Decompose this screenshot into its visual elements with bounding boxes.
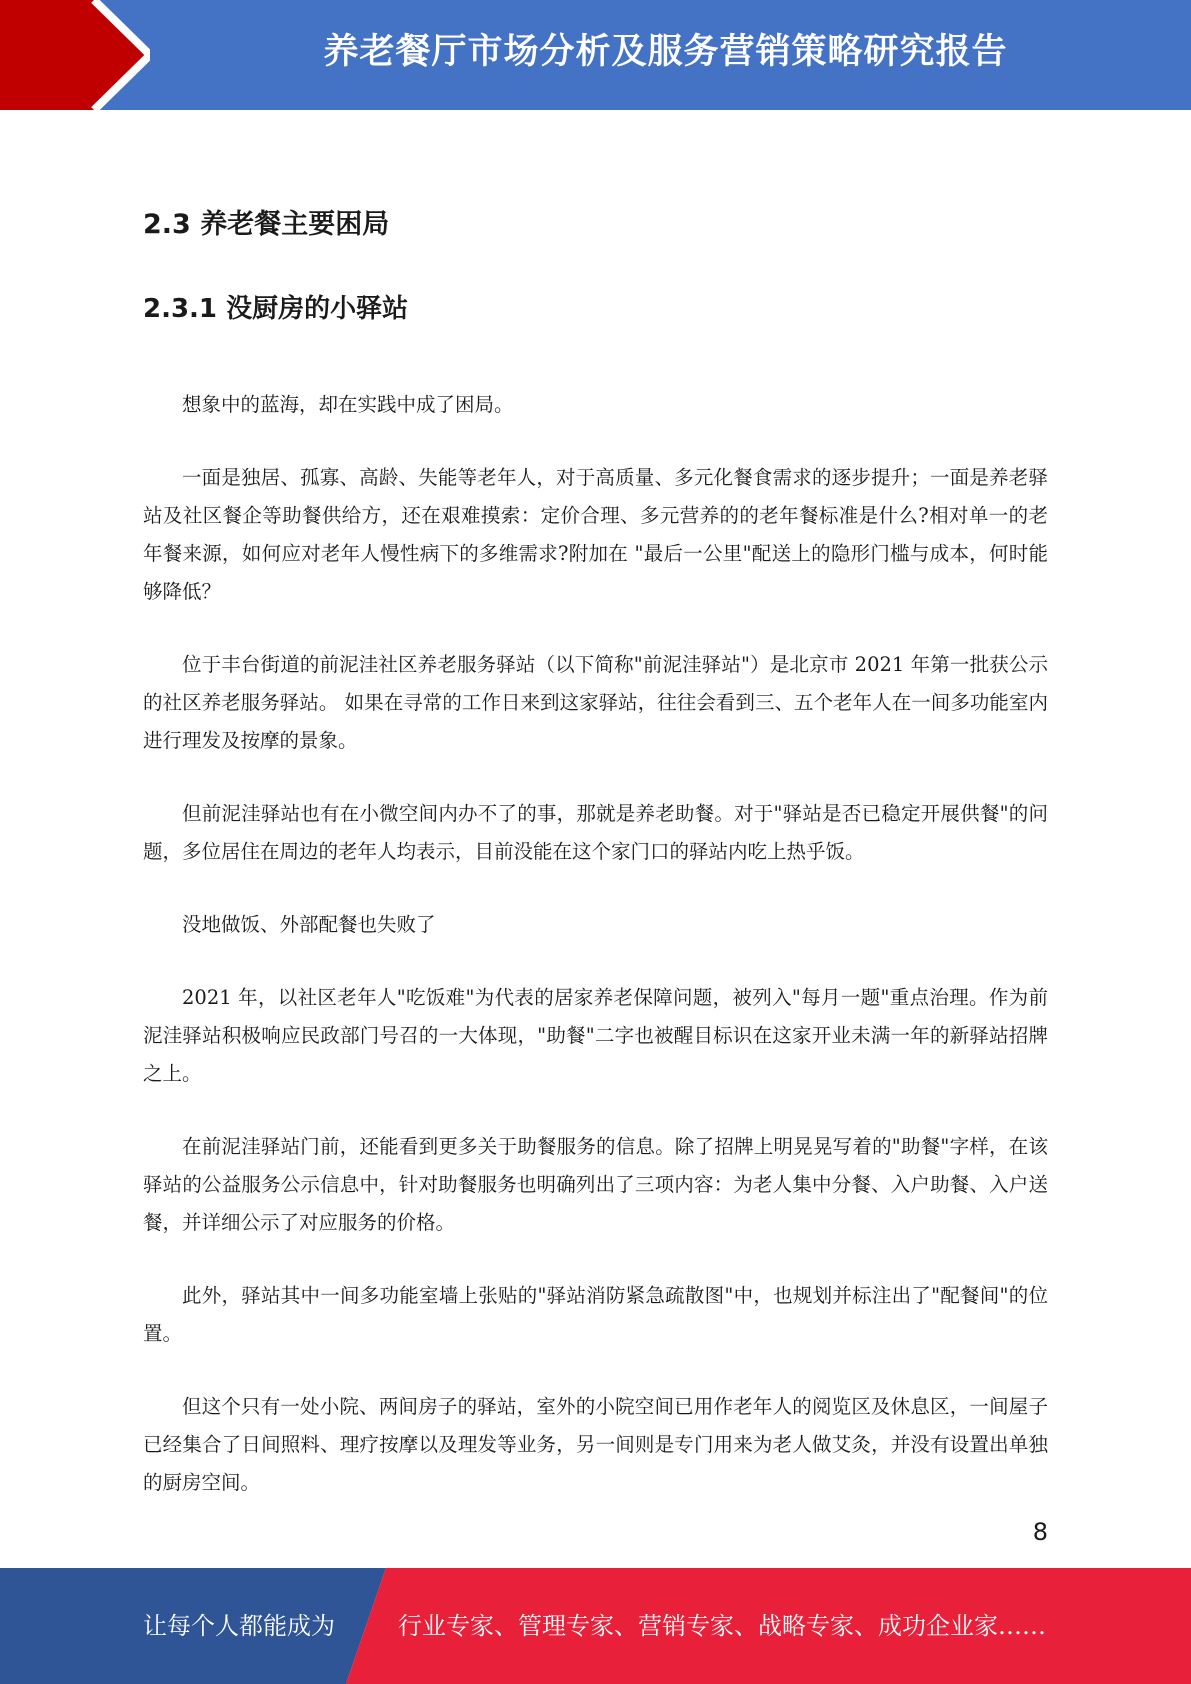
paragraph: 位于丰台街道的前泥洼社区养老服务驿站（以下简称"前泥洼驿站"）是北京市 2021 年第一批获公示的社区养老服务驿站。 如果在寻常的工作日来到这家驿站，往往会看到三、五个老年人在一间多功能室内进行理发及按摩的景象。: [143, 653, 1048, 752]
paragraph: 在前泥洼驿站门前，还能看到更多关于助餐服务的信息。除了招牌上明晃晃写着的"助餐"字样，在该驿站的公益服务公示信息中，针对助餐服务也明确列出了三项内容：为老人集中分餐、入户助餐、入户送餐，并详细公示了对应服务的价格。: [143, 1135, 1048, 1234]
section-heading: 2.3 养老餐主要困局: [143, 209, 390, 240]
paragraph: 此外，驿站其中一间多功能室墙上张贴的"驿站消防紧急疏散图"中，也规划并标注出了"配餐间"的位置。: [143, 1284, 1048, 1345]
red-chevron-icon: [0, 0, 150, 110]
page-footer: [0, 1568, 1191, 1684]
page-number: 8: [1032, 1518, 1048, 1546]
footer-slogan-right: 行业专家、管理专家、营销专家、战略专家、成功企业家……: [398, 1612, 1046, 1640]
footer-slogan-left: 让每个人都能成为: [143, 1612, 335, 1640]
report-title: 养老餐厅市场分析及服务营销策略研究报告: [323, 32, 1008, 72]
paragraph: 但这个只有一处小院、两间房子的驿站，室外的小院空间已用作老年人的阅览区及休息区，一间屋子已经集合了日间照料、理疗按摩以及理发等业务，另一间则是专门用来为老人做艾灸，并没有设置出单独的厨房空间。: [143, 1395, 1048, 1494]
paragraph: 2021 年，以社区老年人"吃饭难"为代表的居家养老保障问题，被列入"每月一题"重点治理。作为前泥洼驿站积极响应民政部门号召的一大体现，"助餐"二字也被醒目标识在这家开业未满一年的新驿站招牌之上。: [143, 986, 1048, 1085]
paragraph: 一面是独居、孤寡、高龄、失能等老年人，对于高质量、多元化餐食需求的逐步提升；一面是养老驿站及社区餐企等助餐供给方，还在艰难摸索：定价合理、多元营养的的老年餐标准是什么?相对单一的老年餐来源，如何应对老年人慢性病下的多维需求?附加在 "最后一公里"配送上的隐形门槛与成本，何时能够降低？: [143, 466, 1048, 603]
page-header: [0, 0, 1191, 110]
document-body: [143, 190, 1048, 1502]
paragraph: 没地做饭、外部配餐也失败了: [182, 913, 436, 936]
paragraph: 但前泥洼驿站也有在小微空间内办不了的事，那就是养老助餐。对于"驿站是否已稳定开展供餐"的问题，多位居住在周边的老年人均表示，目前没能在这个家门口的驿站内吃上热乎饭。: [143, 802, 1048, 863]
paragraph: 想象中的蓝海，却在实践中成了困局。: [182, 393, 514, 416]
subsection-heading: 2.3.1 没厨房的小驿站: [143, 294, 409, 324]
